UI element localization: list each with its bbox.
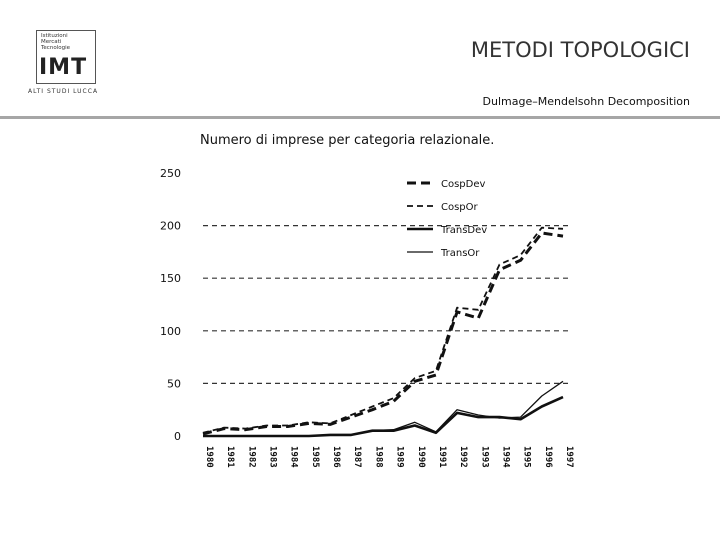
x-tick-label: 1991 (436, 446, 447, 468)
logo-mark: IMT (39, 55, 88, 80)
x-tick-label: 1995 (521, 446, 532, 468)
x-tick-label: 1987 (352, 446, 363, 468)
x-tick-label: 1988 (373, 446, 384, 468)
header-divider (0, 116, 720, 119)
line-chart (155, 163, 578, 470)
x-tick-label: 1986 (331, 446, 342, 468)
x-tick-label: 1997 (564, 446, 574, 468)
x-tick-label: 1984 (288, 446, 299, 468)
x-tick-label: 1982 (246, 446, 257, 468)
y-tick-label: 200 (160, 219, 181, 233)
slide-title: METODI TOPOLOGICI (470, 38, 690, 62)
x-tick-label: 1990 (415, 446, 426, 468)
logo-line-1: Istituzioni (41, 33, 68, 39)
y-tick-label: 150 (160, 272, 181, 286)
y-tick-label: 250 (160, 167, 181, 180)
x-tick-label: 1992 (458, 446, 469, 468)
legend-label: CospOr (441, 202, 478, 213)
y-tick-label: 100 (160, 324, 181, 338)
x-tick-label: 1993 (479, 446, 490, 468)
logo-line-3: Tecnologie (41, 45, 70, 51)
legend-label: TransOr (441, 248, 480, 259)
slide-subtitle: Dulmage–Mendelsohn Decomposition (482, 95, 690, 108)
logo-subtitle: ALTI STUDI LUCCA (28, 88, 99, 95)
legend-label: CospDev (441, 179, 486, 190)
x-tick-label: 1981 (225, 446, 236, 468)
x-tick-label: 1985 (309, 446, 320, 468)
x-tick-label: 1980 (204, 446, 214, 468)
logo-frame (36, 30, 96, 84)
logo-line-2: Mercati (41, 39, 62, 45)
y-tick-label: 50 (167, 377, 181, 391)
legend-label: TransDev (441, 225, 488, 236)
y-tick-label: 0 (174, 430, 181, 443)
x-tick-label: 1983 (267, 446, 278, 468)
imt-logo (28, 28, 108, 98)
chart-canvas (155, 163, 578, 470)
series-line-cospdev (203, 233, 563, 434)
x-tick-label: 1994 (500, 446, 511, 468)
x-tick-label: 1996 (542, 446, 553, 468)
x-tick-label: 1989 (394, 446, 405, 468)
chart-caption: Numero di imprese per categoria relazionale. (200, 133, 495, 148)
